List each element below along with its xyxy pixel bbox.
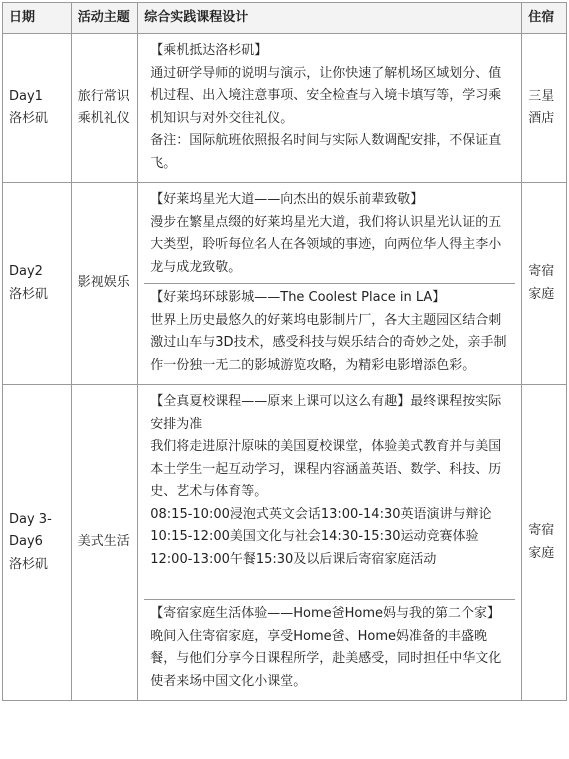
course-segment <box>144 599 515 697</box>
segment-title: 【乘机抵达洛杉矶】 <box>150 43 268 58</box>
segment-title: 【好莱坞环球影城——The Coolest Place in LA】 <box>150 290 446 305</box>
day-city: 洛杉矶 <box>9 556 49 572</box>
header-day: 日期 <box>3 3 72 34</box>
day-label: Day2 <box>9 264 43 279</box>
stay-cell: 寄宿家庭 <box>522 385 567 701</box>
day-cell <box>3 385 72 701</box>
design-cell <box>138 385 522 701</box>
segment-body: 我们将走进原汁原味的美国夏校课堂，体验美式教育并与美国本土学生一起互动学习，课程内容涵盖英语、数学、科技、历史、艺术与体育等。 <box>150 439 502 499</box>
segment-title: 【寄宿家庭生活体验——Home爸Home妈与我的第二个家】 <box>150 606 501 621</box>
course-segment <box>144 186 515 283</box>
header-design: 综合实践课程设计 <box>138 3 522 34</box>
header-stay: 住宿 <box>522 3 567 34</box>
course-segment <box>144 283 515 381</box>
segment-body: 漫步在繁星点缀的好莱坞星光大道，我们将认识星光认证的五大类型，聆听每位名人在各领域的事迹，向两位华人得主李小龙与成龙致敬。 <box>150 214 502 275</box>
header-row <box>3 3 567 34</box>
segment-title: 【全真夏校课程——原来上课可以这么有趣】最终课程按实际安排为准 <box>150 394 502 432</box>
segment-title: 【好莱坞星光大道——向杰出的娱乐前辈致敬】 <box>150 192 424 207</box>
course-segment <box>144 388 515 599</box>
design-cell <box>138 34 522 183</box>
theme-cell: 旅行常识乘机礼仪 <box>71 34 138 183</box>
stay-cell: 寄宿家庭 <box>522 183 567 385</box>
design-cell <box>138 183 522 385</box>
course-segment <box>144 37 515 179</box>
stay-cell: 三星酒店 <box>522 34 567 183</box>
theme-cell: 影视娱乐 <box>71 183 138 385</box>
day-label: Day 3- <box>9 511 52 527</box>
segment-body: 通过研学导师的说明与演示，让你快速了解机场区域划分、值机过程、出入境注意事项、安全检查与入境卡填写等，学习乘机知识与对外交往礼仪。 <box>150 65 502 126</box>
day-city: 洛杉矶 <box>9 111 49 126</box>
segment-body: 世界上历史最悠久的好莱坞电影制片厂，各大主题园区结合刺激过山车与3D技术，感受科技与娱乐结合的奇妙之处，亲手制作一份独一无二的影城游览攻略，为精彩电影增添色彩。 <box>150 312 507 373</box>
spacer <box>150 571 509 595</box>
day-cell <box>3 34 72 183</box>
day-cell <box>3 183 72 385</box>
table-row <box>3 183 567 385</box>
theme-cell: 美式生活 <box>71 385 138 701</box>
table-row <box>3 385 567 701</box>
day-label: Day1 <box>9 88 43 104</box>
day-city: 洛杉矶 <box>9 286 49 302</box>
segment-note: 备注：国际航班依照报名时间与实际人数调配安排，不保证直飞。 <box>150 133 502 171</box>
header-theme: 活动主题 <box>71 3 138 34</box>
itinerary-table <box>2 2 567 701</box>
segment-body: 晚间入住寄宿家庭，享受Home爸、Home妈准备的丰盛晚餐，与他们分享今日课程所学，赴美感受，同时担任中华文化使者来场中国文化小课堂。 <box>150 628 502 689</box>
day-label: Day6 <box>9 534 43 550</box>
segment-schedule: 08:15-10:00浸泡式英文会话13:00-14:30英语演讲与辩论10:15-12:00美国文化与社会14:30-15:30运动竞赛体验12:00-13:00午餐15:30及以后课后寄宿家庭活动 <box>150 506 492 567</box>
table-row <box>3 34 567 183</box>
